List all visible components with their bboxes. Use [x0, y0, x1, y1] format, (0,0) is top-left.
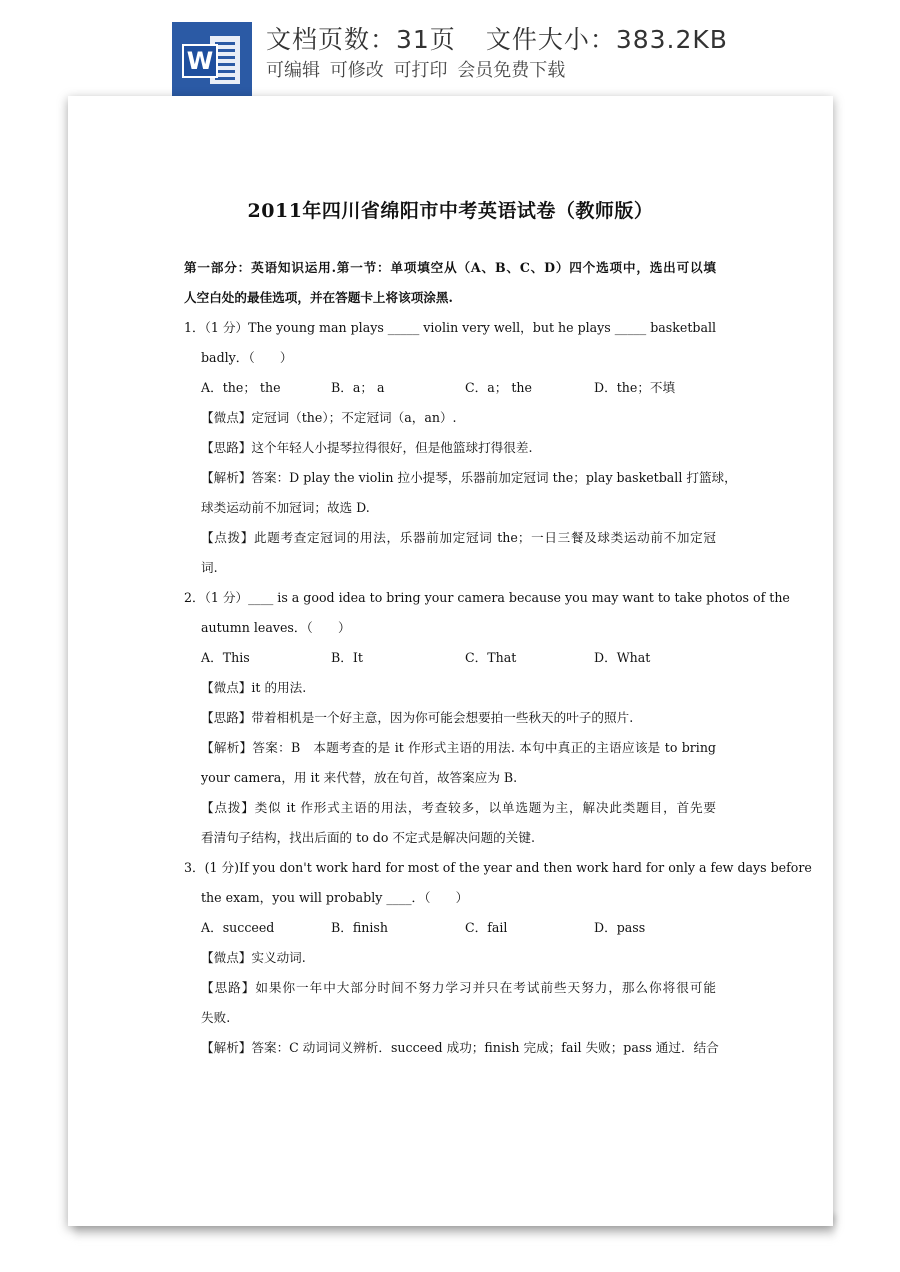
q2-option-b: B．It — [331, 650, 363, 665]
q2-silu: 【思路】带着相机是一个好主意，因为你可能会想要拍一些秋天的叶子的照片. — [201, 710, 634, 725]
q3-stem-line-1: 3．(1 分)If you don't work hard for most of the year and then work hard for only a few days before — [184, 860, 812, 875]
q2-option-c: C．That — [465, 650, 517, 665]
q2-option-a: A．This — [201, 650, 250, 665]
q3-weidian: 【微点】实义动词. — [201, 950, 306, 965]
perm-editable: 可编辑 — [266, 60, 320, 81]
q2-weidian: 【微点】it 的用法. — [201, 680, 307, 695]
section-heading-line-1: 第一部分：英语知识运用.第一节：单项填空从（A、B、C、D）四个选项中，选出可以填 — [184, 260, 716, 275]
perm-member-download[interactable]: 会员免费下载 — [457, 60, 566, 81]
q3-option-d: D．pass — [594, 920, 646, 935]
document-page — [68, 96, 833, 1226]
q1-weidian: 【微点】定冠词（the）；不定冠词（a，an）. — [201, 410, 457, 425]
q2-option-d: D．What — [594, 650, 651, 665]
word-letter: W — [182, 44, 218, 78]
file-stats — [266, 20, 728, 56]
section-heading-line-2: 人空白处的最佳选项，并在答题卡上将该项涂黑. — [184, 290, 453, 305]
q2-stem-line-1: 2．（1 分）____ is a good idea to bring your camera because you may want to take photos of the — [184, 590, 790, 605]
q3-silu-line-1: 【思路】如果你一年中大部分时间不努力学习并只在考试前些天努力，那么你将很可能 — [201, 980, 716, 995]
perm-modifiable: 可修改 — [329, 60, 384, 81]
q1-stem-line-1: 1．（1 分）The young man plays _____ violin very well，but he plays _____ basketball — [184, 320, 717, 335]
q1-silu: 【思路】这个年轻人小提琴拉得很好，但是他篮球打得很差. — [201, 440, 533, 455]
q1-option-a: A．the； the — [201, 380, 281, 395]
q3-option-a: A．succeed — [201, 920, 275, 935]
page-count: 文档页数：31页 — [266, 25, 456, 54]
q3-stem-line-2: the exam，you will probably ____．（ ） — [201, 890, 469, 905]
q1-jiexi-line-1: 【解析】答案：D play the violin 拉小提琴，乐器前加定冠词 the；play basketball 打篮球， — [201, 470, 737, 485]
q3-options — [184, 913, 716, 943]
q2-options — [184, 643, 716, 673]
q1-option-b: B．a； a — [331, 380, 385, 395]
q2-stem-line-2: autumn leaves．（ ） — [201, 620, 351, 635]
file-size: 文件大小：383.2KB — [485, 25, 728, 54]
q3-option-c: C．fail — [465, 920, 508, 935]
q2-jiexi-line-1: 【解析】答案：B 本题考查的是 it 作形式主语的用法. 本句中真正的主语应该是 to bring — [201, 740, 716, 755]
q1-stem-line-2: badly．（ ） — [201, 350, 293, 365]
q3-silu-line-2: 失败. — [201, 1010, 231, 1025]
q2-dianbo-line-2: 看清句子结构，找出后面的 to do 不定式是解决问题的关键. — [201, 830, 535, 845]
q3-jiexi-line-1: 【解析】答案：C 动词词义辨析．succeed 成功；finish 完成；fail 失败；pass 通过．结合 — [201, 1040, 719, 1055]
document-body — [184, 253, 812, 1063]
q3-option-b: B．finish — [331, 920, 388, 935]
permissions — [266, 56, 565, 82]
download-banner — [0, 0, 900, 96]
q1-option-d: D．the；不填 — [594, 380, 676, 395]
q2-dianbo-line-1: 【点拨】类似 it 作形式主语的用法，考查较多，以单选题为主，解决此类题目，首先要 — [201, 800, 716, 815]
q1-dianbo-line-2: 词. — [201, 560, 218, 575]
q2-jiexi-line-2: your camera，用 it 来代替，放在句首，故答案应为 B. — [201, 770, 518, 785]
word-icon — [172, 22, 252, 96]
q1-options — [184, 373, 716, 403]
document-title: 2011年四川省绵阳市中考英语试卷（教师版） — [247, 200, 654, 222]
perm-printable: 可打印 — [393, 60, 448, 81]
q1-jiexi-line-2: 球类运动前不加冠词；故选 D. — [201, 500, 370, 515]
q1-option-c: C．a； the — [465, 380, 532, 395]
q1-dianbo-line-1: 【点拨】此题考查定冠词的用法，乐器前加定冠词 the；一日三餐及球类运动前不加定冠 — [201, 530, 716, 545]
